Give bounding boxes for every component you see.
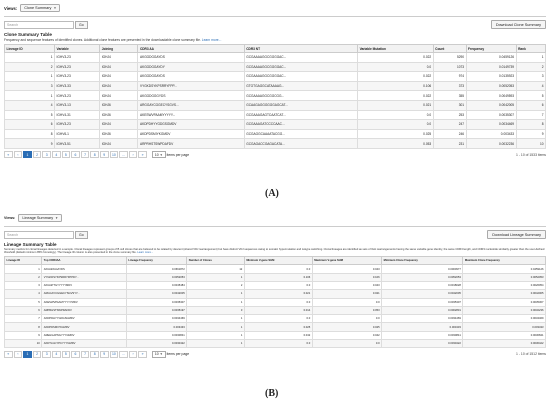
table-row[interactable] — [5, 129, 546, 139]
table-cell: IGHJ6 — [100, 100, 138, 110]
table-cell: 0.0030422 — [382, 340, 463, 348]
table-cell: GTGTGAGGCATAAAAG... — [244, 81, 357, 91]
table-cell: 247 — [433, 120, 466, 130]
column-header[interactable]: Rank — [516, 45, 545, 53]
items-per-page-label: items per page — [166, 152, 190, 157]
page-button[interactable]: 6 — [71, 151, 80, 158]
table-cell: IGHV3-13 — [55, 100, 100, 110]
table-cell: 0.043 — [312, 282, 381, 290]
table-cell: 0.106 — [244, 273, 312, 281]
table-cell: 0.0052053 — [126, 273, 186, 281]
table-cell: 7 — [516, 110, 545, 120]
table-cell: 0.0034469 — [126, 315, 186, 323]
toolbar — [4, 230, 546, 239]
table-cell: 0.0 — [244, 340, 312, 348]
table-cell: 1 — [187, 331, 245, 339]
page-button[interactable]: 4 — [52, 351, 61, 358]
page-button[interactable]: 3 — [42, 151, 51, 158]
table-cell: 231 — [433, 139, 466, 149]
table-cell: AKDPDHYYGDGSGMDV — [42, 315, 127, 323]
table-cell: IGHV3-51 — [55, 139, 100, 149]
table-cell: 0.0030422 — [463, 340, 546, 348]
table-cell: 0.0 — [244, 315, 312, 323]
table-cell: 0.0034469 — [466, 120, 516, 130]
table-cell: 0.0002831 — [382, 306, 463, 314]
table-cell: 0.0035307 — [463, 298, 546, 306]
table-row[interactable] — [5, 72, 546, 82]
table-cell: 10 — [516, 139, 545, 149]
page-button[interactable]: 8 — [90, 351, 99, 358]
table-cell: 0.0032236 — [463, 306, 546, 314]
table-description — [4, 38, 546, 42]
table-row[interactable] — [5, 91, 546, 101]
table-cell: 4 — [5, 290, 42, 298]
table-cell: ARPRHSTSWPDAFDV — [42, 306, 127, 314]
table-cell: 0.003433 — [382, 323, 463, 331]
table-cell: 7 — [5, 315, 42, 323]
table-cell: 0.0052053 — [466, 81, 516, 91]
page-button[interactable]: 8 — [90, 151, 99, 158]
table-cell: 0.0 — [312, 340, 381, 348]
description-text: Frequency and sequence features of identified clones. Additional clone features are presented in the downloadable clone summary file. — [4, 38, 201, 42]
page-button[interactable]: 1 — [23, 151, 32, 158]
chevron-down-icon: ▼ — [53, 6, 57, 10]
table-cell: IGHV3-23 — [55, 72, 100, 82]
chevron-down-icon: ▼ — [159, 352, 163, 357]
table-cell: 0.0661872 — [126, 265, 186, 273]
column-header[interactable]: CDR3 AA — [138, 45, 244, 53]
table-cell: 0.0000977 — [382, 265, 463, 273]
table-cell: 0.106 — [312, 273, 381, 281]
lineage-summary-table — [4, 256, 546, 348]
page-button[interactable]: 10 — [110, 151, 119, 158]
table-cell: IGHV3-23 — [55, 91, 100, 101]
table-cell: 0.0 — [358, 62, 434, 72]
page-button[interactable]: 9 — [100, 151, 109, 158]
pagination-range: 1 - 10 of 1512 items — [516, 352, 546, 357]
page-button[interactable]: 9 — [100, 351, 109, 358]
table-cell: 0.003433 — [466, 129, 516, 139]
table-header-row — [5, 45, 546, 53]
table-cell: 1 — [516, 53, 545, 63]
table-cell: 0.025 — [358, 129, 434, 139]
table-cell: 8 — [5, 129, 55, 139]
table-cell: AKDTLGCYPCYYYGMDV — [42, 340, 127, 348]
table-title: Lineage Summary Table — [4, 242, 57, 247]
table-cell: AKGGDGGAYDY — [138, 62, 244, 72]
table-cell: AKGGDGGGYDS — [138, 91, 244, 101]
table-cell: IGHJ4 — [100, 53, 138, 63]
column-header[interactable]: Top CDR3AA — [42, 257, 127, 265]
table-cell: 0.0035197 — [126, 306, 186, 314]
divider — [4, 16, 546, 17]
table-cell: 0.0052053 — [463, 273, 546, 281]
page-button[interactable]: « — [4, 351, 13, 358]
table-cell: GCGAGACCGAGACATA... — [244, 139, 357, 149]
table-cell: 0.0034469 — [463, 315, 546, 323]
table-title: Clone Summary Table — [4, 32, 52, 37]
caption-a: (A) — [265, 188, 279, 199]
items-per-page-value: 10 — [154, 352, 159, 357]
table-cell: 1 — [5, 72, 55, 82]
table-cell: 0.022 — [358, 53, 434, 63]
table-cell: GCGAAAAGGCGGGGAC... — [244, 62, 357, 72]
table-cell: GCGAAAAGGCGGGGAC... — [244, 72, 357, 82]
table-cell: 10 — [5, 340, 42, 348]
table-cell: 6 — [5, 306, 42, 314]
table-cell: AKESWVPAAMYYYYYMDV — [42, 298, 127, 306]
table-cell: 0.0035307 — [126, 298, 186, 306]
table-row[interactable] — [5, 53, 546, 63]
page-button[interactable]: 5 — [62, 151, 71, 158]
table-cell: 0.0149739 — [466, 62, 516, 72]
table-cell: IGHV6-1 — [55, 129, 100, 139]
table-cell: VYGKDSYKPSRRYFPPDY... — [42, 273, 127, 281]
description-text: Summary metrics for clonal lineages detected in a sample. Clonal lineages represent groups of B cell clones that are believed to be related by descent (shared VDJ rearrangement) but have distinct VDJ sequences owing to somatic hypermutation and isotype switching. Clonal lineages are identified as sets of IGH rearrangements having the same variable gene identity, the same CDR3 length, and CDR3 nucleotide similarity greater than the user-defined threshold (default minimum 85% homology). The lineage ID column is also presented in the clone summary file. — [4, 248, 545, 255]
page-button[interactable]: 3 — [42, 351, 51, 358]
table-cell: 6 — [516, 100, 545, 110]
table-cell: ARPRHSTSWPDAFDV — [138, 139, 244, 149]
table-cell: 373 — [433, 81, 466, 91]
divider — [4, 226, 546, 227]
table-description — [4, 248, 546, 254]
table-row[interactable] — [5, 298, 546, 306]
column-header[interactable]: Frequency — [466, 45, 516, 53]
table-cell: 0.0032236 — [466, 139, 516, 149]
table-cell: 0.0030422 — [126, 340, 186, 348]
table-cell: GCGAGGCAAAATACGG... — [244, 129, 357, 139]
table-cell: AKGGDGGAYDS — [138, 53, 244, 63]
table-cell: 1 — [187, 323, 245, 331]
table-cell: AKGGPTGYYYYYMDV — [42, 282, 127, 290]
table-cell: AREHGAPNGYYYGMDV — [42, 331, 127, 339]
table-cell: 0.0 — [244, 298, 312, 306]
pagination — [4, 350, 546, 358]
views-label: Views: — [4, 216, 16, 220]
table-cell: 0.014 — [244, 306, 312, 314]
table-cell: 1 — [187, 273, 245, 281]
caption-b: (B) — [265, 388, 279, 399]
table-row[interactable] — [5, 100, 546, 110]
table-cell: 0.053 — [312, 306, 381, 314]
table-row[interactable] — [5, 265, 546, 273]
table-row[interactable] — [5, 290, 546, 298]
table-cell: 0.0034469 — [382, 315, 463, 323]
table-cell: 9 — [5, 331, 42, 339]
table-row[interactable] — [5, 81, 546, 91]
views-row — [4, 212, 546, 224]
table-row[interactable] — [5, 139, 546, 149]
table-cell: 1 — [5, 91, 55, 101]
column-header[interactable]: Count — [433, 45, 466, 53]
table-cell: GCGAAAAGGCGGCGG... — [244, 91, 357, 101]
page-button[interactable]: 2 — [33, 151, 42, 158]
items-per-page-dropdown[interactable] — [152, 151, 166, 158]
table-cell: IGHJ4 — [100, 139, 138, 149]
table-cell: 0.0042005 — [382, 290, 463, 298]
table-cell: 2 — [516, 62, 545, 72]
table-cell: 4 — [5, 100, 55, 110]
table-cell: AKESWVPAAMYYYYY... — [138, 110, 244, 120]
table-cell: IGHJ4 — [100, 62, 138, 72]
table-cell: 355 — [433, 91, 466, 101]
items-per-page-value: 10 — [154, 152, 159, 157]
page-button[interactable]: ... — [119, 351, 128, 358]
table-cell: IGHV3-23 — [55, 62, 100, 72]
page-button[interactable]: » — [138, 151, 147, 158]
table-cell: IGHJ6 — [100, 110, 138, 120]
table-cell: 1073 — [433, 62, 466, 72]
table-cell: 5 — [5, 110, 55, 120]
column-header[interactable]: Lineage ID — [5, 257, 42, 265]
page-button[interactable]: » — [138, 351, 147, 358]
column-header[interactable]: Minimum V-gene SHM — [244, 257, 312, 265]
table-cell: 0.053 — [358, 139, 434, 149]
table-cell: 0.021 — [244, 290, 312, 298]
table-cell: 0.0 — [312, 298, 381, 306]
table-cell: 1 — [187, 340, 245, 348]
page-button[interactable]: 2 — [33, 351, 42, 358]
page-button[interactable]: › — [129, 151, 138, 158]
table-cell: AKDPDSMIYKGMDV — [42, 323, 127, 331]
page-button[interactable]: ... — [119, 151, 128, 158]
table-cell: AKGGDGGAYDS — [42, 265, 127, 273]
table-cell: IGHJ4 — [100, 120, 138, 130]
table-cell: AKDPDSMIYKGMDV — [138, 129, 244, 139]
table-cell: 0.0 — [358, 120, 434, 130]
table-cell: 0.0 — [244, 265, 312, 273]
column-header[interactable]: CDR3 NT — [244, 45, 357, 53]
table-cell: 9 — [516, 129, 545, 139]
views-dropdown[interactable] — [18, 214, 62, 222]
table-cell: IGHV3-23 — [55, 120, 100, 130]
table-cell: 0.0049593 — [466, 91, 516, 101]
chevron-down-icon: ▼ — [159, 152, 163, 157]
table-cell: 0.0 — [244, 282, 312, 290]
table-cell: 253 — [433, 110, 466, 120]
table-cell: 0.0035307 — [466, 110, 516, 120]
page-button[interactable]: 6 — [71, 351, 80, 358]
table-cell: 0.003433 — [126, 323, 186, 331]
table-cell: IGHJ4 — [100, 72, 138, 82]
items-per-page-label: items per page — [166, 352, 190, 357]
table-cell: GCGAAAGATCCCCAAC... — [244, 120, 357, 130]
table-cell: 0.0459126 — [463, 265, 546, 273]
table-row[interactable] — [5, 306, 546, 314]
table-cell: 0.042 — [312, 331, 381, 339]
table-cell: 0.042 — [244, 331, 312, 339]
views-dropdown-value: Clone Summary — [24, 6, 52, 10]
page-button[interactable]: 1 — [23, 351, 32, 358]
table-cell: 2 — [5, 273, 42, 281]
views-row — [4, 2, 546, 14]
column-header[interactable]: Variable — [55, 45, 100, 53]
table-row[interactable] — [5, 62, 546, 72]
table-row[interactable] — [5, 315, 546, 323]
table-cell: 0.0045484 — [126, 282, 186, 290]
table-cell: 0.0 — [312, 315, 381, 323]
table-cell: 0.0459126 — [466, 53, 516, 63]
table-cell: 5290 — [433, 53, 466, 63]
items-per-page-dropdown[interactable] — [152, 351, 166, 358]
views-dropdown-value: Lineage Summary — [22, 216, 54, 220]
table-cell: 0.022 — [358, 72, 434, 82]
go-button[interactable]: Go — [75, 231, 88, 239]
column-header[interactable]: Lineage Frequency — [126, 257, 186, 265]
pagination — [4, 151, 546, 159]
table-cell: 8 — [516, 120, 545, 130]
table-cell: 0.025 — [244, 323, 312, 331]
table-cell: 0.0030841 — [126, 331, 186, 339]
table-cell: 2 — [187, 282, 245, 290]
table-cell: 0.0035307 — [382, 298, 463, 306]
download-clone-summary-button[interactable]: Download Clone Summary — [491, 20, 546, 29]
table-cell: 4 — [516, 81, 545, 91]
toolbar — [4, 20, 546, 29]
table-cell: 1 — [187, 298, 245, 306]
table-cell: IGHJ4 — [100, 81, 138, 91]
page-button[interactable]: 5 — [62, 351, 71, 358]
clone-summary-panel — [4, 2, 546, 179]
table-cell: 9 — [5, 139, 55, 149]
column-header[interactable]: Lineage ID — [5, 45, 55, 53]
table-cell: 0.0042005 — [463, 290, 546, 298]
table-cell: 3 — [5, 81, 55, 91]
table-cell: 301 — [433, 100, 466, 110]
table-cell: VYGKDSYKPSRRYFPP... — [138, 81, 244, 91]
page-button[interactable]: › — [129, 351, 138, 358]
chevron-down-icon: ▼ — [55, 216, 59, 220]
learn-more-link[interactable]: Learn more... — [137, 251, 154, 255]
views-dropdown[interactable] — [20, 4, 60, 12]
learn-more-link[interactable]: Learn more... — [201, 38, 222, 42]
column-header[interactable]: Number of Clones — [187, 257, 245, 265]
lineage-summary-panel — [4, 212, 546, 376]
table-cell: 1 — [5, 265, 42, 273]
table-row[interactable] — [5, 120, 546, 130]
clone-summary-table — [4, 44, 546, 149]
page-button[interactable]: 10 — [110, 351, 119, 358]
page-button[interactable]: 4 — [52, 151, 61, 158]
table-row[interactable] — [5, 110, 546, 120]
table-cell: ARGGAYCGGECYSGVS... — [138, 100, 244, 110]
table-row[interactable] — [5, 282, 546, 290]
pagination-range: 1 - 10 of 1533 items — [516, 152, 546, 157]
table-cell: GCGAAAAGGCGGGGAC... — [244, 53, 357, 63]
table-cell: ARGGAYCGGECYSGVSYY... — [42, 290, 127, 298]
column-header[interactable]: Joining — [100, 45, 138, 53]
table-cell: 1 — [187, 315, 245, 323]
table-cell: 0.021 — [358, 100, 434, 110]
table-cell: 8 — [5, 323, 42, 331]
table-cell: 0.003433 — [463, 323, 546, 331]
column-header[interactable]: Minimum Clone Frequency — [382, 257, 463, 265]
table-cell: 0.0030841 — [382, 331, 463, 339]
table-cell: 0.021 — [312, 290, 381, 298]
page-button[interactable]: ‹ — [14, 151, 23, 158]
table-cell: 0.0030841 — [463, 331, 546, 339]
table-cell: 1 — [187, 290, 245, 298]
table-row[interactable] — [5, 323, 546, 331]
go-button[interactable]: Go — [75, 21, 88, 29]
table-cell: IGHJ4 — [100, 91, 138, 101]
table-cell: 12 — [187, 265, 245, 273]
table-row[interactable] — [5, 340, 546, 348]
page-button[interactable]: ‹ — [14, 351, 23, 358]
views-label: Views: — [4, 5, 18, 11]
table-cell: IGHV4-31 — [55, 110, 100, 120]
table-cell: 0.0018028 — [382, 282, 463, 290]
table-cell: 974 — [433, 72, 466, 82]
table-cell: GCAAGAGGGGGGAGCAT... — [244, 100, 357, 110]
page-button[interactable]: 7 — [81, 351, 90, 358]
table-cell: IGHJ6 — [100, 129, 138, 139]
table-cell: 5 — [5, 298, 42, 306]
download-lineage-summary-button[interactable]: Download Lineage Summary — [487, 230, 546, 239]
table-cell: 6 — [5, 120, 55, 130]
table-cell: 1 — [5, 53, 55, 63]
table-cell: 0.0042005 — [126, 290, 186, 298]
table-cell: 3 — [5, 282, 42, 290]
search-input[interactable]: Search — [4, 21, 74, 29]
table-cell: 246 — [433, 129, 466, 139]
table-cell: 0.0042005 — [466, 100, 516, 110]
table-cell: 0.025 — [312, 323, 381, 331]
table-cell: 2 — [5, 62, 55, 72]
table-cell: IGHV3-23 — [55, 53, 100, 63]
table-cell: 0.0 — [358, 110, 434, 120]
column-header[interactable]: Maximum V-gene SHM — [312, 257, 381, 265]
table-row[interactable] — [5, 331, 546, 339]
column-header[interactable]: Maximum Clone Frequency — [463, 257, 546, 265]
table-cell: 0.106 — [358, 81, 434, 91]
search-input[interactable]: Search — [4, 231, 74, 239]
table-cell: 3 — [187, 306, 245, 314]
table-cell: 0.0052053 — [382, 273, 463, 281]
table-cell: 0.043 — [312, 265, 381, 273]
page-button[interactable]: « — [4, 151, 13, 158]
column-header[interactable]: Variable Mutation — [358, 45, 434, 53]
table-row[interactable] — [5, 273, 546, 281]
table-cell: GCGAAAGAGTCAATCAT... — [244, 110, 357, 120]
table-cell: AKGGDGGAYDS — [138, 72, 244, 82]
table-cell: 0.0135923 — [466, 72, 516, 82]
table-header-row — [5, 257, 546, 265]
table-cell: 0.022 — [358, 91, 434, 101]
table-cell: IGHV3-33 — [55, 81, 100, 91]
table-cell: 5 — [516, 91, 545, 101]
page-button[interactable]: 7 — [81, 151, 90, 158]
table-cell: 3 — [516, 72, 545, 82]
table-cell: AKDPDHYYGDGSGMDV — [138, 120, 244, 130]
table-cell: 0.0026054 — [463, 282, 546, 290]
